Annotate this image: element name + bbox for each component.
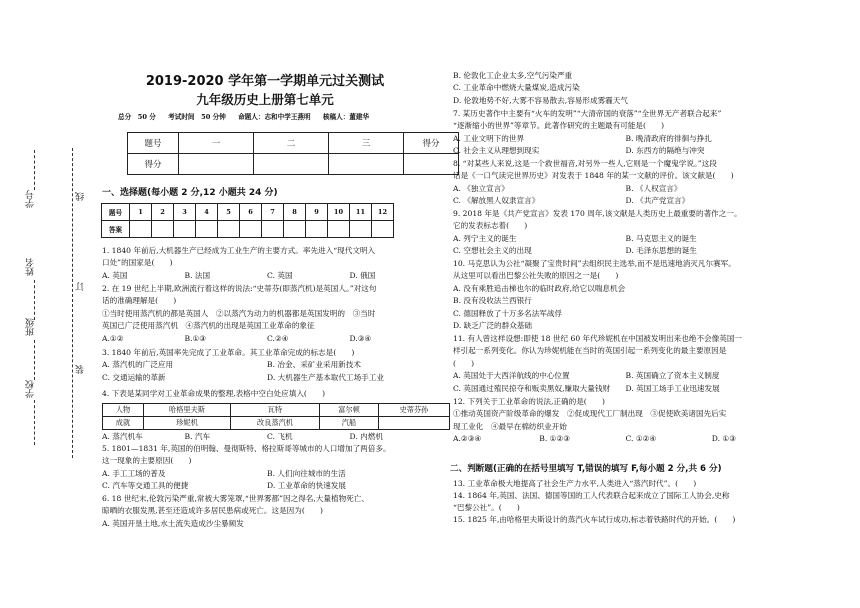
question-stem: “巴黎公社”。( ) [453,503,520,513]
question-11 [453,333,798,395]
options-row [102,431,432,443]
question-stem: 4. 下表是某同学对工业革命成果的整理,表格中空白处应填入( ) [102,389,326,398]
question-stem: 3. 1840 年前后,英国率先完成了工业革命。其工业革命完成的标志是( ) [102,348,355,357]
options-row [453,183,798,195]
option: B. 冶金、采矿业采用新技术 [267,360,361,370]
answer-head-cell: 8 [284,204,306,221]
statement-line: ①推动英国资产阶级革命的爆发 ②促成现代工厂制出现 ③促使欧美诸国先后实 [453,409,727,419]
options-row [102,372,432,384]
option: A. 《独立宣言》 [453,183,509,193]
answer-head-cell: 5 [218,204,240,221]
answer-input-cell[interactable] [196,221,218,238]
answer-head-cell: 2 [152,204,174,221]
options-row [453,145,798,157]
score-input-cell[interactable] [329,154,404,175]
meta-total-score: 总分 50 分 [118,113,156,121]
option: D. 内燃机 [349,432,383,441]
answer-label-cell: 答案 [102,221,130,238]
statement-line: ①当时使用蒸汽机的都是英国人 ②以蒸汽为动力的机器都是英国发明的 ③当时 [102,308,376,318]
answer-head-cell: 11 [350,204,372,221]
question-10 [453,258,798,332]
option: B. 英国确立了资本主义制度 [625,371,720,381]
option: B. 马克思主义的诞生 [625,233,697,243]
table-cell: 瓦特 [231,404,320,417]
options-row [453,233,798,245]
question-9 [453,208,798,258]
option: C. 《解放黑人奴隶宣言》 [453,196,540,206]
answer-input-cell[interactable] [174,221,196,238]
options-row [453,383,798,395]
question-1 [102,245,432,282]
option: B. 汽车 [184,432,211,441]
score-cell: 一 [179,133,254,154]
option: A. 工业文明下的世界 [453,133,525,143]
meta-author: 命题人：志和中学王燕明 [238,113,311,121]
option: B. 法国 [184,270,211,280]
question-3 [102,347,432,384]
answer-table [101,203,394,238]
section-2-heading: 二、判断题(正确的在括号里填写 T,错误的填写 F,每小题 2 分,共 6 分) [450,464,722,474]
option: A. 没有乘胜追击梯也尔的临时政府,给它以喘息机会 [453,283,626,293]
achievements-table [102,403,450,430]
binding-label-class: 班级 [26,318,36,336]
question-2 [102,283,432,345]
option: D. 英国工场手工业迅速发展 [625,383,720,393]
option: D. 缺乏广泛的群众基础 [453,321,532,331]
option: C. 社会主义从理想到现实 [453,146,540,156]
answer-input-cell[interactable] [350,221,372,238]
option: B. 人们向往城市的生活 [267,468,346,478]
option: A. 英国 [102,270,128,280]
binding-underline-number [34,150,35,190]
options-row [453,370,798,382]
option: D. 大机器生产基本取代工场手工业 [267,372,384,382]
options-row [453,245,798,257]
question-stem: 晾晒的衣服发黑,甚至还造成许多居民患病或死亡。这是因为( ) [102,506,323,516]
option: A. 手工工场的普及 [102,468,166,478]
option: D.③④ [349,333,372,343]
answer-head-cell: 12 [372,204,394,221]
option: A. 蒸汽机车 [102,432,143,441]
options-row [102,468,432,480]
binding-label-name: 姓名 [26,258,36,276]
answer-head-cell: 9 [306,204,328,221]
exam-title: 2019-2020 学年第一学期单元过关测试 [145,74,385,89]
question-stem: 它的发表标志着( ) [453,221,528,231]
answer-input-cell[interactable] [262,221,284,238]
question-stem: 这一现象的主要原因( ) [102,456,192,466]
binding-mark-ding: 订 [76,282,86,291]
option: C. ①②④ [625,434,657,444]
question-stem: 12. 下列关于工业革命的说法,正确的是( ) [453,397,605,406]
question-stem: ( ) [453,358,475,368]
question-stem: 话是《一口气读完世界历史》对发表于 1848 年的某一文献的评价。该文献是( ) [453,171,734,181]
answer-head-cell: 题号 [102,204,130,221]
answer-input-cell[interactable] [372,221,394,238]
question-stem: 话的准确理解是( ) [102,296,177,306]
table-cell: 富尔顿 [320,404,379,417]
question-stem: 5. 1801—1831 年,英国的伯明翰、曼彻斯特、格拉斯哥等城市的人口增加了两倍多。 [102,444,391,453]
options-row [453,433,798,445]
question-stem: 13. 工业革命极大地提高了社会生产力水平,人类进入“蒸汽时代”。( ) [453,479,697,488]
option: B. 晚清政府的徘徊与挣扎 [625,133,712,143]
score-cell: 得分 [128,154,179,175]
option: C. 工业革命中燃烧大量煤炭,造成污染 [453,83,580,93]
option: A. 英国开垦土地,水土流失造成沙尘暴频发 [102,518,244,528]
question-stem: 9. 2018 年是《共产党宣言》发表 170 周年,该文献是人类历史上最重要的著作之一。 [453,209,742,218]
score-input-cell[interactable] [404,154,459,175]
question-stem: 1. 1840 年前后,大机器生产已经成为工业生产的主要方式。率先进入“现代文明入 [102,246,376,255]
option: D. 伦敦地势不好,大雾不容易散去,容易形成雾霾天气 [453,95,628,105]
binding-label-number: 学号 [26,190,36,208]
option: A.②③④ [453,434,482,444]
option: C. 英国通过殖民掠夺和贩卖黑奴,赚取大量钱财 [453,383,611,393]
score-cell: 得分 [404,133,459,154]
answer-input-cell[interactable] [284,221,306,238]
question-stem: 11. 有人曾这样设想:即使 18 世纪 60 年代珍妮机在中国被发明出来也绝不会像英国一 [453,334,743,343]
options-row [102,333,432,345]
option: D. 毛泽东思想的诞生 [625,246,697,256]
answer-head-cell: 1 [130,204,152,221]
binding-cut-line [72,148,73,458]
question-14 [453,490,798,515]
option: D. 《共产党宣言》 [625,196,690,206]
score-cell: 题号 [128,133,179,154]
statement-line: 现工业化 ④最早在棉纺织业开始 [453,421,567,431]
question-stem: 口处”的国家是( ) [102,258,173,268]
answer-input-cell[interactable] [218,221,240,238]
table-cell: 人物 [103,404,144,417]
options-row [102,359,432,371]
options-row [102,270,432,282]
question-stem: 7. 某历史著作中主要有“火车的发明”“大清帝国的衰落”“全世界无产者联合起来” [453,109,722,118]
table-cell: 汽船 [320,417,379,430]
option: C. 汽车等交通工具的便捷 [102,481,189,491]
question-4 [102,388,432,400]
answer-input-cell[interactable] [328,221,350,238]
question-5 [102,443,432,493]
question-8 [453,158,798,208]
question-6-cont [453,70,798,107]
option: B. ①②③ [539,434,571,444]
score-cell: 三 [329,133,404,154]
question-15 [453,514,798,526]
option: D. 俄国 [349,270,376,280]
exam-subtitle: 九年级历史上册第七单元 [196,92,334,107]
option: C. 空想社会主义的出现 [453,246,532,256]
options-row [102,480,432,492]
question-12 [453,396,798,446]
option: C. 交通运输的革新 [102,372,166,382]
score-input-cell[interactable] [254,154,329,175]
option: A. 英国处于大西洋航线的中心位置 [453,371,570,381]
answer-input-cell[interactable] [130,221,152,238]
option: A. 蒸汽机的广泛应用 [102,360,174,370]
answer-head-cell: 4 [196,204,218,221]
option: B. 《人权宣言》 [625,183,682,193]
table-cell: 哈格里夫斯 [144,404,231,417]
answer-head-cell: 7 [262,204,284,221]
binding-label-school: 学校 [26,380,36,398]
score-cell: 二 [254,133,329,154]
question-4-options [102,431,432,443]
table-cell: 史蒂芬孙 [379,404,450,417]
answer-input-cell[interactable] [152,221,174,238]
answer-head-cell: 10 [328,204,350,221]
meta-exam-time: 考试时间 50 分钟 [168,113,226,121]
option: C. 德国释放了十万多名法军战俘 [453,308,563,318]
option: A.①② [102,333,124,343]
option: D. ①③ [711,434,737,444]
section-1-heading: 一、选择题(每小题 2 分,12 小题共 24 分) [102,188,278,198]
question-stem: 样引起一系列变化。你认为珍妮机能在当时的英国引起一系列变化的最主要原因是 [453,346,727,356]
question-stem: 14. 1864 年,英国、法国、德国等国的工人代表联合起来成立了国际工人协会,史称 [453,491,730,500]
question-13 [453,478,798,490]
option: B.①③ [184,333,207,343]
binding-mark-xian: 线 [76,192,86,201]
question-stem: 6. 18 世纪末,伦敦污染严重,常被大雾笼罩,“世界雾都”因之得名,大量植物死亡、 [102,494,369,503]
option: D. 工业革命的快速发展 [267,481,346,491]
answer-head-cell: 3 [174,204,196,221]
option: C. 英国 [267,270,293,280]
score-table [127,132,459,175]
binding-mark-zhuang: 装 [76,365,86,374]
option: D. 东西方的隔绝与冲突 [625,146,705,156]
option: A. 列宁主义的诞生 [453,233,517,243]
answer-head-cell: 6 [240,204,262,221]
binding-underline-name [34,280,35,320]
answer-input-cell[interactable] [306,221,328,238]
question-stem: “逐渐缩小的世界”等章节。此著作研究的主题最有可能是( ) [453,121,665,131]
question-stem: 8. “对某些人来说,这是一个救世福音,对另外一些人,它则是一个魔鬼学说。”这段 [453,159,717,168]
table-cell: 成就 [103,417,144,430]
question-stem: 15. 1825 年,由哈格里夫斯设计的蒸汽火车试行成功,标志着铁路时代的开始。( ) [453,515,736,524]
option: C. 飞机 [267,432,293,441]
table-cell-blank[interactable] [379,417,450,430]
question-6 [102,493,432,530]
table-cell: 改良蒸汽机 [231,417,320,430]
table-cell: 珍妮机 [144,417,231,430]
options-row [453,195,798,207]
option: C.②④ [267,333,289,343]
binding-underline-class [34,340,35,380]
question-stem: 2. 在 19 世纪上半期,欧洲流行着这样的说法:“史蒂芬(即蒸汽机)是英国人。”对这句 [102,284,377,293]
statement-line: 英国已广泛使用蒸汽机 ④蒸汽机的出现是英国工业革命的象征 [102,321,315,331]
question-7 [453,108,798,158]
exam-meta [118,111,418,121]
answer-input-cell[interactable] [240,221,262,238]
binding-underline-school [34,400,35,445]
meta-reviewer: 核稿人：董建华 [322,113,370,121]
question-stem: 10. 马克思认为公社“凝聚了宝贵时间”去组织民主选举,而不是迅速地消灭凡尔赛军。 [453,259,736,268]
question-stem: 从这里可以看出巴黎公社失败的原因之一是( ) [453,271,619,281]
options-row [453,133,798,145]
score-input-cell[interactable] [179,154,254,175]
option: B. 伦敦化工企业太多,空气污染严重 [453,71,573,80]
option: B. 没有没收法兰西银行 [453,296,532,306]
